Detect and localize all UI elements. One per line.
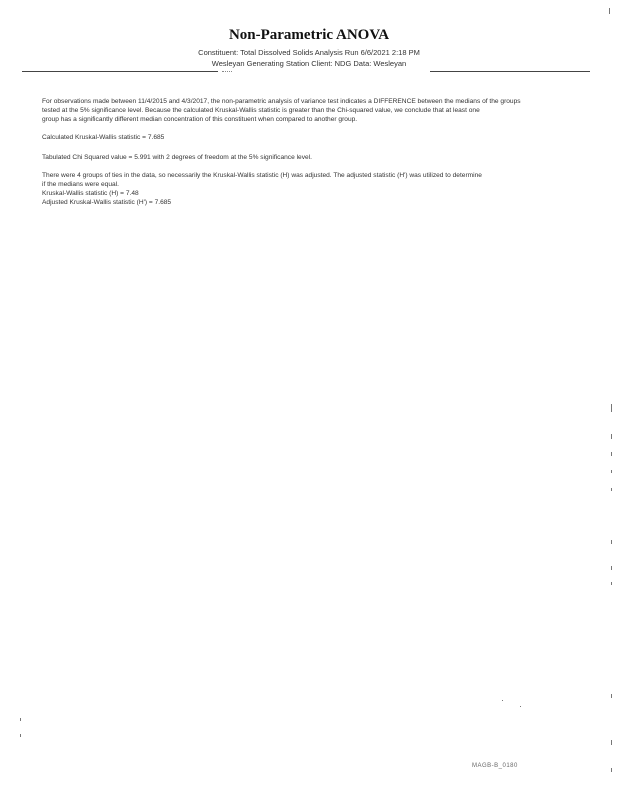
ties-line: There were 4 groups of ties in the data, so necessarily the Kruskal-Wallis statistic (H) was adjusted. The adjusted statistic (H') was utilized to determine — [42, 172, 482, 179]
kw-statistic-h: Kruskal-Wallis statistic (H) = 7.48 — [42, 190, 139, 197]
scan-artifact — [20, 734, 21, 737]
conclusion-line: For observations made between 11/4/2015 and 4/3/2017, the non-parametric analysis of variance test indicates a DIFFERENCE between the medians of the groups — [42, 98, 521, 105]
conclusion-line: tested at the 5% significance level. Because the calculated Kruskal-Wallis statistic is greater than the Chi-squared value, we conclude that at least one — [42, 107, 480, 114]
document-id: MAGB-B_0180 — [472, 763, 518, 769]
ties-adjustment-paragraph — [42, 171, 582, 207]
scan-artifact — [611, 740, 612, 745]
top-edge-text-fragment: · · · · · · · · · · · · · · — [55, 0, 132, 3]
ties-line: if the medians were equal. — [42, 181, 119, 188]
scan-artifact — [611, 582, 612, 585]
tabulated-chi-squared: Tabulated Chi Squared value = 5.991 with 2 degrees of freedom at the 5% significance level. — [42, 154, 312, 161]
header-rule-right — [430, 71, 590, 72]
scan-artifact — [611, 470, 612, 473]
scan-artifact — [611, 566, 612, 570]
scan-artifact — [611, 434, 612, 439]
scan-artifact — [611, 768, 612, 772]
calculated-kw-statistic: Calculated Kruskal-Wallis statistic = 7.685 — [42, 134, 165, 141]
header-rule-left — [22, 71, 218, 72]
scan-artifact — [20, 718, 21, 721]
scan-artifact — [611, 404, 612, 412]
scan-artifact — [502, 700, 503, 701]
subtitle-analysis-info: Constituent: Total Dissolved Solids Analysis Run 6/6/2021 2:18 PM — [198, 48, 420, 57]
conclusion-paragraph — [42, 97, 582, 124]
header-rule-mid — [222, 71, 232, 72]
scan-artifact — [611, 540, 612, 544]
page-title: Non-Parametric ANOVA — [228, 27, 390, 43]
conclusion-line: group has a significantly different median concentration of this constituent when compared to another group. — [42, 116, 358, 123]
adjusted-kw-statistic: Adjusted Kruskal-Wallis statistic (H') = 7.685 — [42, 199, 172, 206]
scan-artifact — [611, 694, 612, 698]
subtitle-site-info: Wesleyan Generating Station Client: NDG Data: Wesleyan — [211, 59, 407, 68]
scan-artifact — [611, 488, 612, 491]
scan-artifact — [609, 8, 610, 14]
scan-artifact — [520, 706, 521, 707]
scan-artifact — [611, 452, 612, 456]
